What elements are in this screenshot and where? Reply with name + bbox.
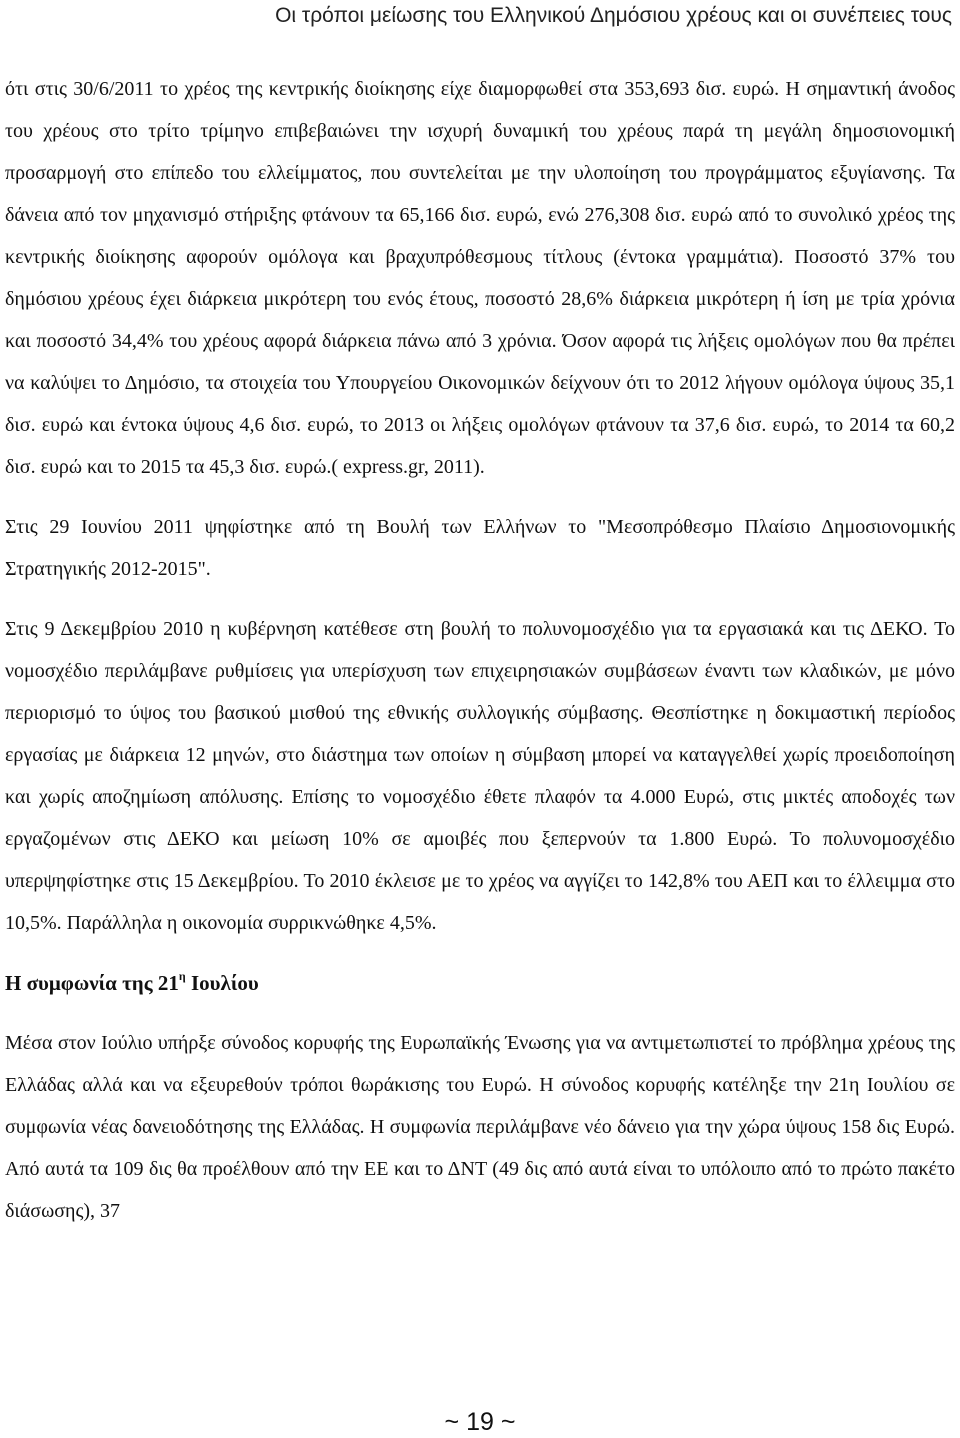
running-header: Οι τρόποι μείωσης του Ελληνικού Δημόσιου χρέους και οι συνέπειες τους	[275, 4, 952, 27]
paragraph-spacer	[5, 590, 955, 608]
section-heading-superscript: η	[178, 969, 186, 983]
body-text	[5, 68, 955, 1232]
paragraph-debt-figures: ότι στις 30/6/2011 το χρέος της κεντρικής διοίκησης είχε διαμορφωθεί στα 353,693 δισ. ευρώ. Η σημαντική άνοδος του χρέους στο τρίτο τρίμηνο επιβεβαιώνει την ισχυρή δυναμική του χρέους παρά τη μεγάλη δημοσιονομική προσαρμογή στο επίπεδο του ελλείμματος, που συντελείται με την υλοποίηση του προγράμματος εξυγίανσης. Τα δάνεια από τον μηχανισμό στήριξης φτάνουν τα 65,166 δισ. ευρώ, ενώ 276,308 δισ. ευρώ από το συνολικό χρέος της κεντρικής διοίκησης αφορούν ομόλογα και βραχυπρόθεσμους τίτλους (έντοκα γραμμάτια). Ποσοστό 37% του δημόσιου χρέους έχει διάρκεια μικρότερη του ενός έτους, ποσοστό 28,6% διάρκεια μικρότερη ή ίση με τρία χρόνια και ποσοστό 34,4% του χρέους αφορά διάρκεια πάνω από 3 χρόνια. Όσον αφορά τις λήξεις ομολόγων που θα πρέπει να καλύψει το Δημόσιο, τα στοιχεία του Υπουργείου Οικονομικών δείχνουν ότι το 2012 λήγουν ομόλογα ύψους 35,1 δισ. ευρώ και έντοκα ύψους 4,6 δισ. ευρώ, το 2013 οι λήξεις ομολόγων φτάνουν τα 37,6 δισ. ευρώ, το 2014 τα 60,2 δισ. ευρώ και το 2015 τα 45,3 δισ. ευρώ.( express.gr, 2011).	[5, 78, 955, 478]
page-number: ~ 19 ~	[444, 1408, 516, 1436]
paragraph-spacer	[5, 488, 955, 506]
paragraph-spacer	[5, 1004, 955, 1022]
paragraph-labour-bill: Στις 9 Δεκεμβρίου 2010 η κυβέρνηση κατέθεσε στη βουλή το πολυνομοσχέδιο για τα εργασιακά και τις ΔΕΚΟ. Το νομοσχέδιο περιλάμβανε ρυθμίσεις για υπερίσχυση των επιχειρησιακών συμβάσεων έναντι των κλαδικών, με μόνο περιορισμό το ύψος του βασικού μισθού της εθνικής συλλογικής σύμβασης. Θεσπίστηκε η δοκιμαστική περίοδος εργασίας με διάρκεια 12 μηνών, στο διάστημα των οποίων η σύμβαση μπορεί να καταγγελθεί χωρίς προειδοποίηση και χωρίς αποζημίωση απόλυσης. Επίσης το νομοσχέδιο έθετε πλαφόν τα 4.000 Ευρώ, στις μικτές αποδοχές των εργαζομένων στις ΔΕΚΟ και μείωση 10% σε αμοιβές που ξεπερνούν τα 1.800 Ευρώ. Το πολυνομοσχέδιο υπερψηφίστηκε στις 15 Δεκεμβρίου. Το 2010 έκλεισε με το χρέος να αγγίζει το 142,8% του ΑΕΠ και το έλλειμμα στο 10,5%. Παράλληλα η οικονομία συρρικνώθηκε 4,5%.	[5, 618, 955, 934]
section-heading	[5, 962, 955, 1004]
paragraph-july-agreement: Μέσα στον Ιούλιο υπήρξε σύνοδος κορυφής της Ευρωπαϊκής Ένωσης για να αντιμετωπιστεί το πρόβλημα χρέους της Ελλάδας αλλά και να εξευρεθούν τρόποι θωράκισης του Ευρώ. Η σύνοδος κορυφής κατέληξε την 21η Ιουλίου σε συμφωνία νέας δανειοδότησης της Ελλάδας. Η συμφωνία περιλάμβανε νέο δάνειο για την χώρα ύψους 158 δις Ευρώ. Από αυτά τα 109 δις θα προέλθουν από την ΕΕ και το ΔΝΤ (49 δις από αυτά είναι το υπόλοιπο από το πρώτο πακέτο διάσωσης), 37	[5, 1032, 955, 1222]
section-heading-text-end: Ιουλίου	[185, 971, 259, 995]
paragraph-spacer	[5, 944, 955, 962]
section-heading-text: Η συμφωνία της 21	[5, 971, 179, 995]
paragraph-medium-term-framework: Στις 29 Ιουνίου 2011 ψηφίστηκε από τη Βουλή των Ελλήνων το "Μεσοπρόθεσμο Πλαίσιο Δημοσιονομικής Στρατηγικής 2012-2015".	[5, 516, 955, 580]
